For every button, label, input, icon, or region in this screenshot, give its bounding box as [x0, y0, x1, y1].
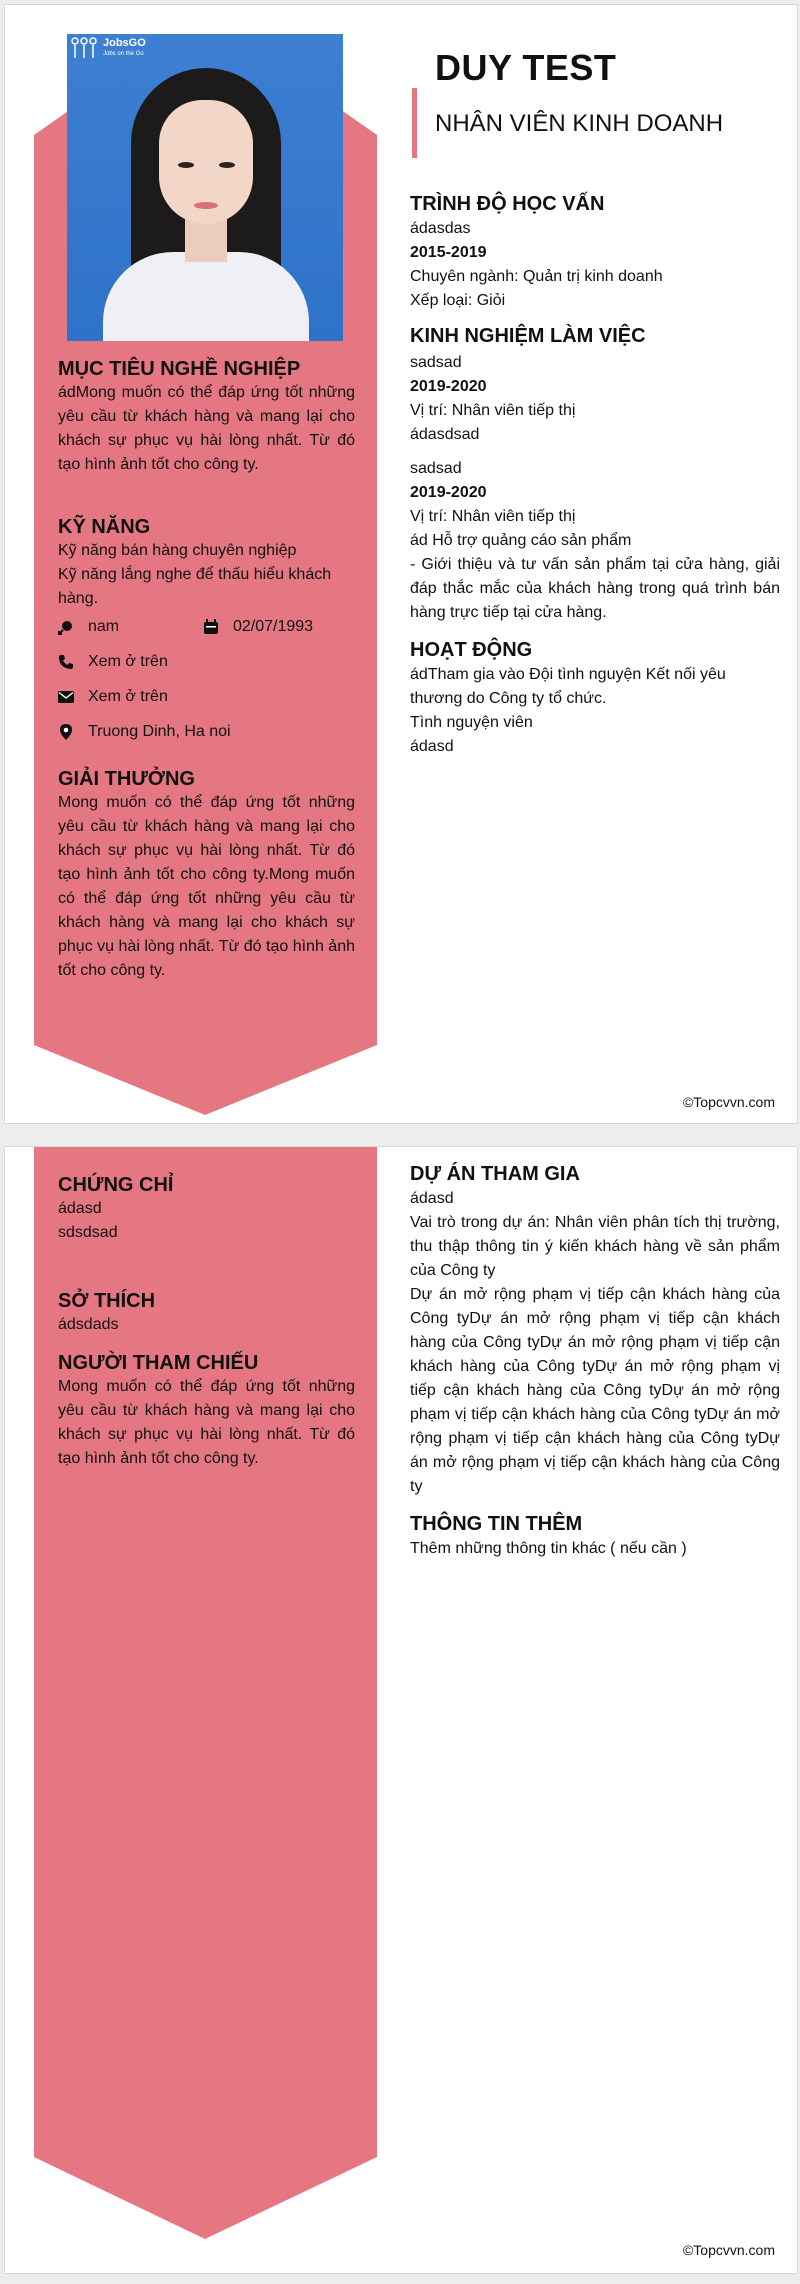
profile-photo: [67, 34, 343, 341]
project-desc: Dự án mở rộng phạm vị tiếp cận khách hàng của Công tyDự án mở rộng phạm vị tiếp cận khách hàng của Công tyDự án mở rộng phạm vị tiếp cận khách hàng của Công tyDự án mở rộng phạm vị tiếp cận khách hàng của Công tyDự án mở rộng phạm vị tiếp cận khách hàng của Công tyDự án mở rộng phạm vị tiếp cận khách hàng của Công tyDự án mở rộng phạm vị tiếp cận khách hàng của Công ty: [410, 1286, 780, 1495]
address-row: [58, 720, 355, 744]
address-value: Truong Dinh, Ha noi: [88, 723, 231, 740]
activities-detail: ádasd: [410, 738, 454, 755]
activities-role: Tình nguyện viên: [410, 714, 533, 731]
footer-copyright: ©Topcvvn.com: [682, 2242, 775, 2258]
experience-desc: ád Hỗ trợ quảng cáo sản phẩm: [410, 532, 632, 549]
gender-value: nam: [88, 618, 120, 635]
experience-title: KINH NGHIỆM LÀM VIỆC: [410, 325, 646, 347]
footer-copyright: ©Topcvvn.com: [682, 1094, 775, 1110]
email-value: Xem ở trên: [88, 688, 168, 705]
phone-value: Xem ở trên: [88, 653, 168, 670]
skill-item: Kỹ năng lắng nghe để thấu hiểu khách hàng.: [58, 566, 332, 607]
certificates-title: CHỨNG CHỈ: [58, 1174, 174, 1196]
activities-title: HOẠT ĐỘNG: [410, 639, 533, 661]
gender-row: [58, 615, 203, 639]
education-grade: Xếp loại: Giỏi: [410, 292, 506, 309]
education-major: Chuyên ngành: Quản trị kinh doanh: [410, 268, 663, 285]
projects-section: [410, 1161, 780, 1499]
education-title: TRÌNH ĐỘ HỌC VẤN: [410, 193, 605, 215]
hobbies-text: ádsdads: [58, 1316, 119, 1333]
more-info-title: THÔNG TIN THÊM: [410, 1513, 583, 1535]
contact-section: [58, 615, 355, 744]
logo-name: JobsGO: [103, 37, 146, 49]
objective-title: MỤC TIÊU NGHỀ NGHIỆP: [58, 358, 301, 380]
more-info-section: [410, 1511, 780, 1561]
awards-section: [58, 767, 355, 983]
title-accent-bar: [412, 88, 417, 158]
phone-row: [58, 650, 355, 674]
hobbies-section: [58, 1289, 355, 1337]
candidate-name: DUY TEST: [435, 47, 617, 88]
experience-period: 2019-2020: [410, 484, 487, 501]
experience-desc: ádasdsad: [410, 426, 480, 443]
skill-item: Kỹ năng bán hàng chuyên nghiệp: [58, 542, 297, 559]
experience-section: [410, 323, 780, 625]
references-title: NGƯỜI THAM CHIẾU: [58, 1352, 259, 1374]
location-pin-icon: [58, 724, 74, 740]
jobsgo-logo: [69, 36, 146, 62]
jobsgo-logo-icon: [69, 36, 99, 62]
experience-item: [410, 457, 780, 625]
certificate-item: ádasd: [58, 1200, 102, 1217]
experience-company: sadsad: [410, 354, 462, 371]
phone-icon: [58, 654, 74, 670]
activities-text: ádTham gia vào Đội tình nguyện Kết nối yêu thương do Công ty tổ chức.: [410, 666, 726, 707]
projects-title: DỰ ÁN THAM GIA: [410, 1163, 580, 1185]
hobbies-title: SỞ THÍCH: [58, 1290, 156, 1312]
objective-section: [58, 357, 355, 477]
awards-text: Mong muốn có thể đáp ứng tốt những yêu cầu từ khách hàng và mang lại cho khách sự phục vụ hài lòng nhất. Từ đó tạo hình ảnh tốt cho công ty.Mong muốn có thể đáp ứng tốt những yêu cầu từ khách hàng và mang lại cho khách sự phục vụ hài lòng nhất. Từ đó tạo hình ảnh tốt cho công ty.: [58, 794, 355, 979]
gender-icon: [58, 619, 74, 635]
email-row: [58, 685, 355, 709]
certificates-section: [58, 1173, 355, 1245]
more-info-text: Thêm những thông tin khác ( nếu cần ): [410, 1540, 687, 1557]
education-section: [410, 191, 780, 313]
project-role: Vai trò trong dự án: Nhân viên phân tích thị trường, thu thập thông tin ý kiến khách hàng về sản phẩm của Công ty: [410, 1214, 780, 1279]
education-period: 2015-2019: [410, 244, 487, 261]
objective-text: ádMong muốn có thể đáp ứng tốt những yêu cầu từ khách hàng và mang lại cho khách sự phục vụ hài lòng nhất. Từ đó tạo hình ảnh tốt cho công ty.: [58, 384, 355, 473]
cv-page-1: [4, 4, 798, 1124]
job-title: NHÂN VIÊN KINH DOANH: [435, 110, 724, 137]
email-icon: [58, 689, 74, 705]
logo-tagline: Jobs on the Go: [103, 51, 144, 57]
experience-position: Vị trí: Nhân viên tiếp thị: [410, 508, 576, 525]
experience-position: Vị trí: Nhân viên tiếp thị: [410, 402, 576, 419]
awards-title: GIẢI THƯỞNG: [58, 768, 195, 790]
birthday-row: [203, 615, 313, 639]
references-section: [58, 1351, 355, 1471]
experience-desc: - Giới thiệu và tư vấn sản phẩm tại cửa hàng, giải đáp thắc mắc của khách hàng trong quá trình bán hàng trực tiếp tại cửa hàng.: [410, 556, 780, 621]
skills-section: [58, 515, 355, 611]
calendar-icon: [203, 619, 219, 635]
education-school: ádasdas: [410, 220, 471, 237]
experience-item: [410, 351, 780, 447]
experience-company: sadsad: [410, 460, 462, 477]
project-name: ádasd: [410, 1190, 454, 1207]
birthday-value: 02/07/1993: [233, 618, 314, 635]
cv-page-2: [4, 1146, 798, 2274]
references-text: Mong muốn có thể đáp ứng tốt những yêu cầu từ khách hàng và mang lại cho khách sự phục vụ hài lòng nhất. Từ đó tạo hình ảnh tốt cho công ty.: [58, 1378, 355, 1467]
skills-title: KỸ NĂNG: [58, 516, 151, 538]
experience-period: 2019-2020: [410, 378, 487, 395]
certificate-item: sdsdsad: [58, 1224, 118, 1241]
activities-section: [410, 637, 780, 759]
